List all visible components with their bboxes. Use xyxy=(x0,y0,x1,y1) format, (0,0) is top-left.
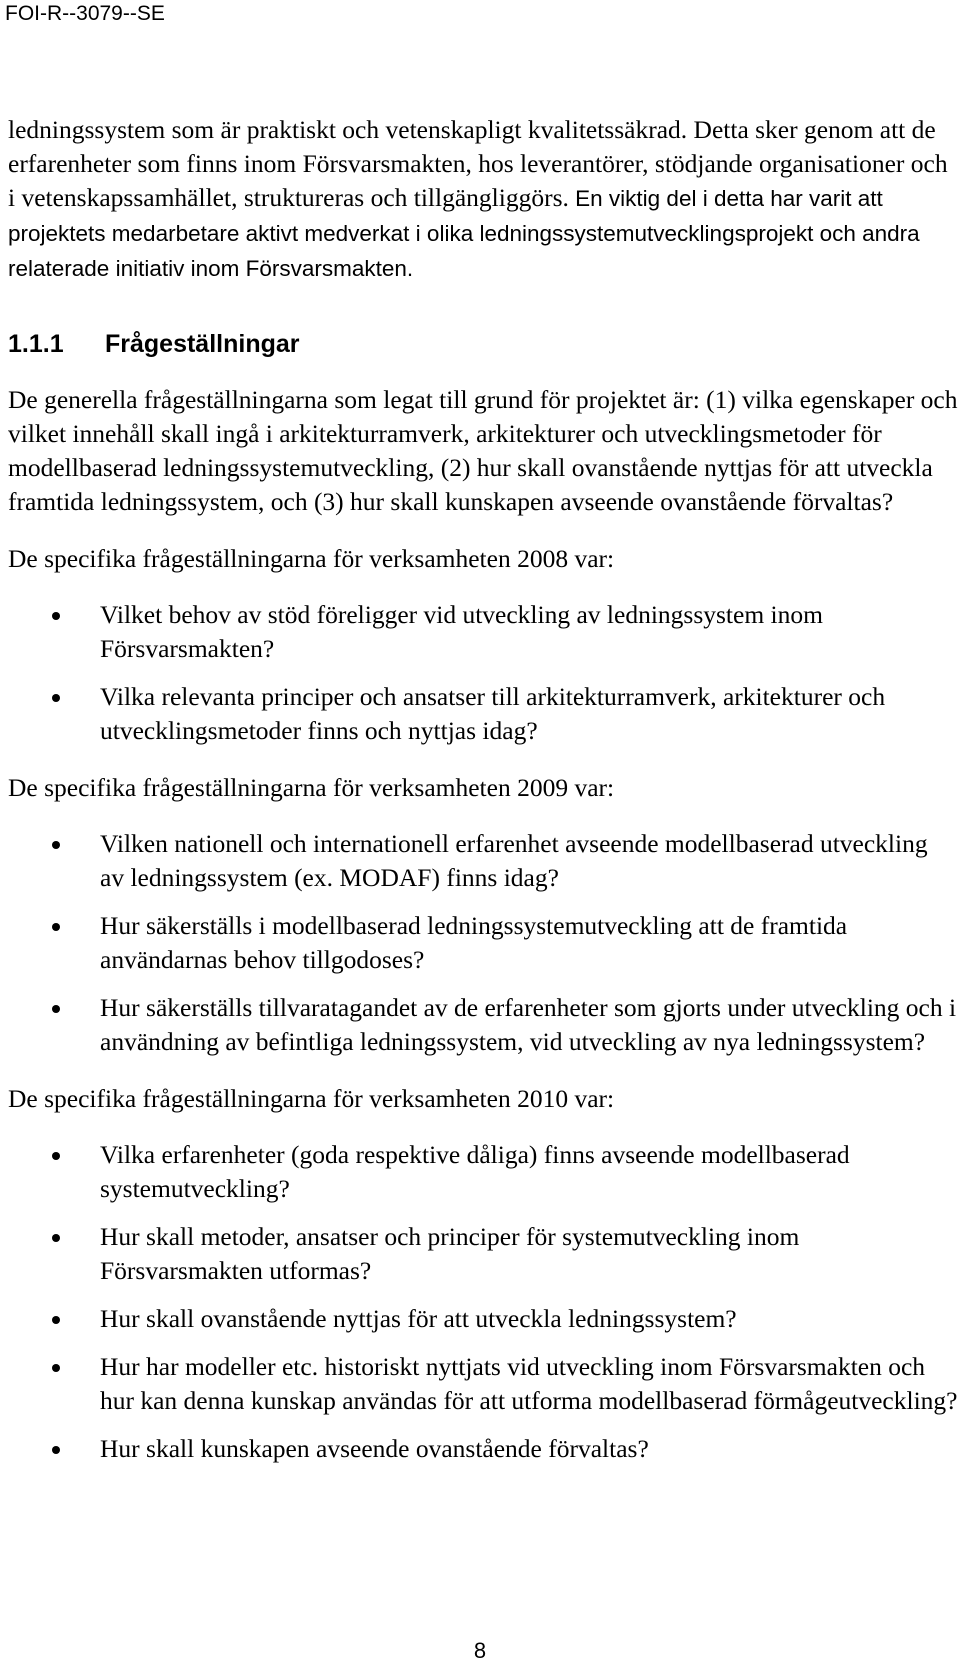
bullet-icon xyxy=(52,1364,60,1372)
bullet-icon xyxy=(52,1005,60,1013)
list-item xyxy=(8,680,958,748)
list-item-text: Hur skall kunskapen avseende ovanstående förvaltas? xyxy=(100,1434,649,1463)
bullet-icon xyxy=(52,1316,60,1324)
list-item xyxy=(8,1138,958,1206)
list-item-text: Vilket behov av stöd föreligger vid utveckling av ledningssystem inom Försvarsmakten? xyxy=(100,600,823,663)
section-number: 1.1.1 xyxy=(8,330,64,358)
page-number: 8 xyxy=(473,1638,487,1663)
group-2010-list xyxy=(8,1138,958,1466)
section-intro-paragraph: De generella frågeställningarna som legat till grund för projektet är: (1) vilka egenskaper och vilket innehåll skall ingå i arkitekturramverk, arkitekturer och utvecklingsmetoder för modellbaserad ledningssystemutveckling, (2) hur skall ovanstående nyttjas för att utveckla framtida ledningssystem, och (3) hur skall kunskapen avseende ovanstående förvaltas? xyxy=(8,385,958,516)
bullet-icon xyxy=(52,1152,60,1160)
bullet-icon xyxy=(52,612,60,620)
list-item-text: Vilken nationell och internationell erfarenhet avseende modellbaserad utveckling av ledningssystem (ex. MODAF) finns idag? xyxy=(100,829,928,892)
bullet-icon xyxy=(52,841,60,849)
bullet-icon xyxy=(52,694,60,702)
document-body xyxy=(8,113,958,1466)
group-2008-list xyxy=(8,598,958,748)
list-item-text: Hur skall metoder, ansatser och principer för systemutveckling inom Försvarsmakten utformas? xyxy=(100,1222,800,1285)
group-2009-list xyxy=(8,827,958,1059)
section-title: Frågeställningar xyxy=(105,330,300,358)
bullet-icon xyxy=(52,1234,60,1242)
list-item xyxy=(8,598,958,666)
section-heading xyxy=(8,327,958,361)
list-item xyxy=(8,827,958,895)
list-item-text: Hur skall ovanstående nyttjas för att utveckla ledningssystem? xyxy=(100,1304,737,1333)
list-item-text: Hur säkerställs tillvaratagandet av de erfarenheter som gjorts under utveckling och i användning av befintliga ledningssystem, vid utveckling av nya ledningssystem? xyxy=(100,993,957,1056)
bullet-icon xyxy=(52,923,60,931)
intro-paragraph xyxy=(8,113,958,286)
group-2009-lead: De specifika frågeställningarna för verksamheten 2009 var: xyxy=(8,773,615,802)
list-item xyxy=(8,1220,958,1288)
bullet-icon xyxy=(52,1446,60,1454)
list-item xyxy=(8,1302,958,1336)
list-item-text: Vilka erfarenheter (goda respektive dåliga) finns avseende modellbaserad systemutveckling? xyxy=(100,1140,850,1203)
list-item-text: Hur säkerställs i modellbaserad ledningssystemutveckling att de framtida användarnas behov tillgodoses? xyxy=(100,911,848,974)
list-item xyxy=(8,1432,958,1466)
list-item-text: Vilka relevanta principer och ansatser till arkitekturramverk, arkitekturer och utvecklingsmetoder finns och nyttjas idag? xyxy=(100,682,886,745)
group-2008-lead: De specifika frågeställningarna för verksamheten 2008 var: xyxy=(8,544,615,573)
intro-text-sans: En viktig del i detta har varit att projektets medarbetare aktivt medverkat i olika ledningssystemutvecklingsprojekt och andra relaterade initiativ inom Försvarsmakten. xyxy=(8,186,920,281)
list-item xyxy=(8,909,958,977)
group-2010-lead: De specifika frågeställningarna för verksamheten 2010 var: xyxy=(8,1084,615,1113)
report-code: FOI-R--3079--SE xyxy=(5,2,165,25)
list-item-text: Hur har modeller etc. historiskt nyttjats vid utveckling inom Försvarsmakten och hur kan denna kunskap användas för att utforma modellbaserad förmågeutveckling? xyxy=(100,1352,958,1415)
intro-text: ledningssystem som är praktiskt och vetenskapligt kvalitetssäkrad. Detta sker genom att de erfarenheter som finns inom Försvarsmakten, hos leverantörer, stödjande organisationer och i vetenskapssamhället, struktureras och tillgängliggörs. xyxy=(8,115,948,212)
list-item xyxy=(8,1350,958,1418)
list-item xyxy=(8,991,958,1059)
